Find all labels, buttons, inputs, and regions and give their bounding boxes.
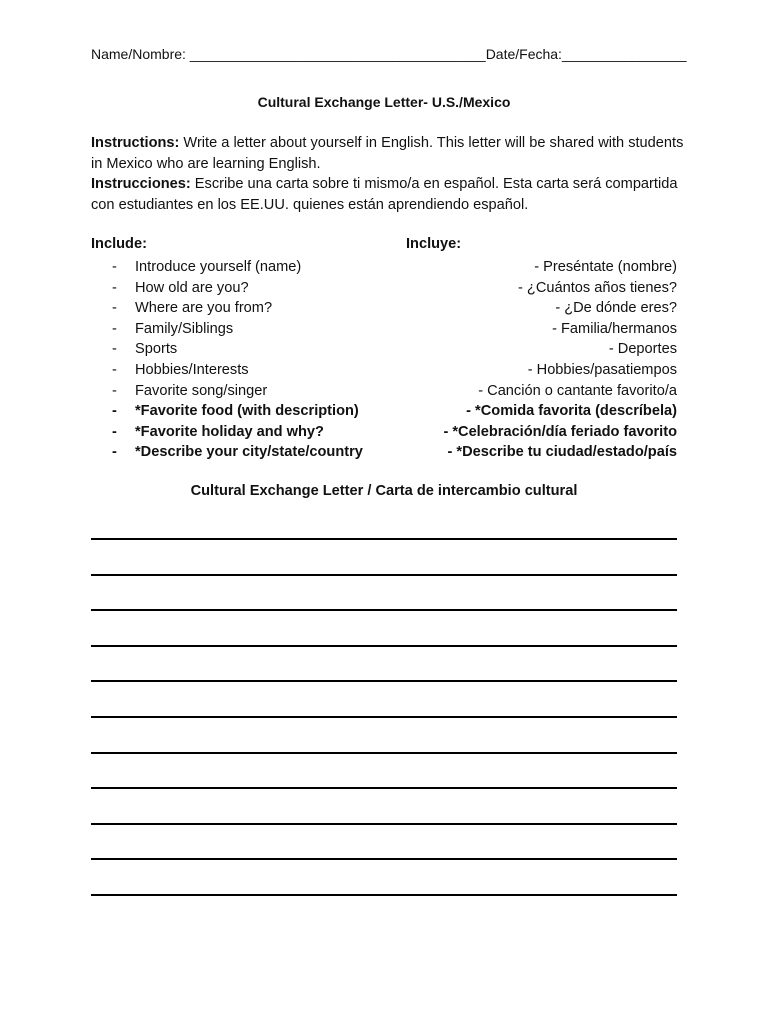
list-dash: - [112, 382, 117, 399]
incluye-list [400, 257, 677, 463]
list-dash: - [112, 341, 117, 358]
list-dash: - [112, 259, 117, 275]
incluye-heading: Incluye: [406, 236, 462, 252]
writing-line[interactable] [91, 787, 677, 789]
include-item-text: How old are you? [135, 279, 249, 296]
writing-line[interactable] [91, 645, 677, 647]
incluye-list-item: - Canción o cantante favorito/a [478, 382, 677, 399]
include-item-text: *Favorite food (with description) [135, 403, 359, 420]
include-list-item [112, 298, 412, 319]
incluye-list-item: - *Describe tu ciudad/estado/país [447, 444, 677, 461]
incluye-list-item: - Familia/hermanos [552, 320, 677, 337]
writing-line[interactable] [91, 894, 677, 896]
incluye-list-item: - ¿Cuántos años tienes? [518, 279, 677, 296]
include-item-text: *Favorite holiday and why? [135, 423, 324, 440]
incluye-list-item: - *Comida favorita (descríbela) [466, 403, 677, 420]
writing-line[interactable] [91, 752, 677, 754]
incluye-list-item: - *Celebración/día feriado favorito [443, 423, 677, 440]
include-list-item [112, 422, 412, 443]
include-list-item [112, 442, 412, 463]
writing-line[interactable] [91, 609, 677, 611]
writing-line[interactable] [91, 716, 677, 718]
list-dash: - [112, 444, 117, 461]
include-list-item [112, 257, 412, 278]
include-item-text: Sports [135, 341, 178, 358]
include-item-text: Favorite song/singer [135, 382, 268, 399]
include-list-item [112, 339, 412, 360]
page-title: Cultural Exchange Letter- U.S./Mexico [257, 94, 511, 110]
incluye-list-item: - Deportes [608, 341, 677, 358]
include-list-item [112, 401, 412, 422]
incluye-list-item: - Hobbies/pasatiempos [527, 361, 677, 378]
writing-line[interactable] [91, 680, 677, 682]
instructions-spanish [91, 174, 691, 215]
list-dash: - [112, 300, 117, 317]
include-item-text: Introduce yourself (name) [135, 259, 302, 275]
list-dash: - [112, 320, 117, 337]
include-list-item [112, 319, 412, 340]
writing-line[interactable] [91, 858, 677, 860]
instructions-es-label: Instrucciones: [91, 176, 191, 192]
instructions-es-text: Escribe una carta sobre ti mismo/a en español. Esta carta será compartida con estudiantes en los EE.UU. quienes están aprendiendo español. [91, 176, 678, 213]
include-item-text: *Describe your city/state/country [135, 444, 363, 461]
list-dash: - [112, 279, 117, 296]
instructions-en-label: Instructions: [91, 135, 180, 151]
name-field-label[interactable]: Name/Nombre: ______________________________________ [91, 46, 486, 62]
writing-line[interactable] [91, 538, 677, 540]
list-dash: - [112, 361, 117, 378]
date-field-label[interactable]: Date/Fecha:________________ [485, 46, 687, 62]
instructions-english [91, 133, 691, 174]
instructions-en-text: Write a letter about yourself in English. This letter will be shared with students in Mexico who are learning English. [91, 135, 684, 172]
writing-line[interactable] [91, 823, 677, 825]
incluye-list-item: - Preséntate (nombre) [534, 259, 677, 275]
include-item-text: Where are you from? [135, 300, 273, 317]
list-dash: - [112, 423, 117, 440]
include-item-text: Hobbies/Interests [135, 361, 249, 378]
include-list-item [112, 360, 412, 381]
writing-line[interactable] [91, 574, 677, 576]
include-list-item [112, 278, 412, 299]
include-list-item [112, 381, 412, 402]
incluye-list-item: - ¿De dónde eres? [555, 300, 677, 317]
name-date-line [91, 46, 687, 62]
letter-title: Cultural Exchange Letter / Carta de intercambio cultural [190, 483, 578, 499]
include-heading: Include: [91, 236, 147, 252]
include-item-text: Family/Siblings [135, 320, 234, 337]
include-list [112, 257, 412, 463]
list-dash: - [112, 403, 117, 420]
